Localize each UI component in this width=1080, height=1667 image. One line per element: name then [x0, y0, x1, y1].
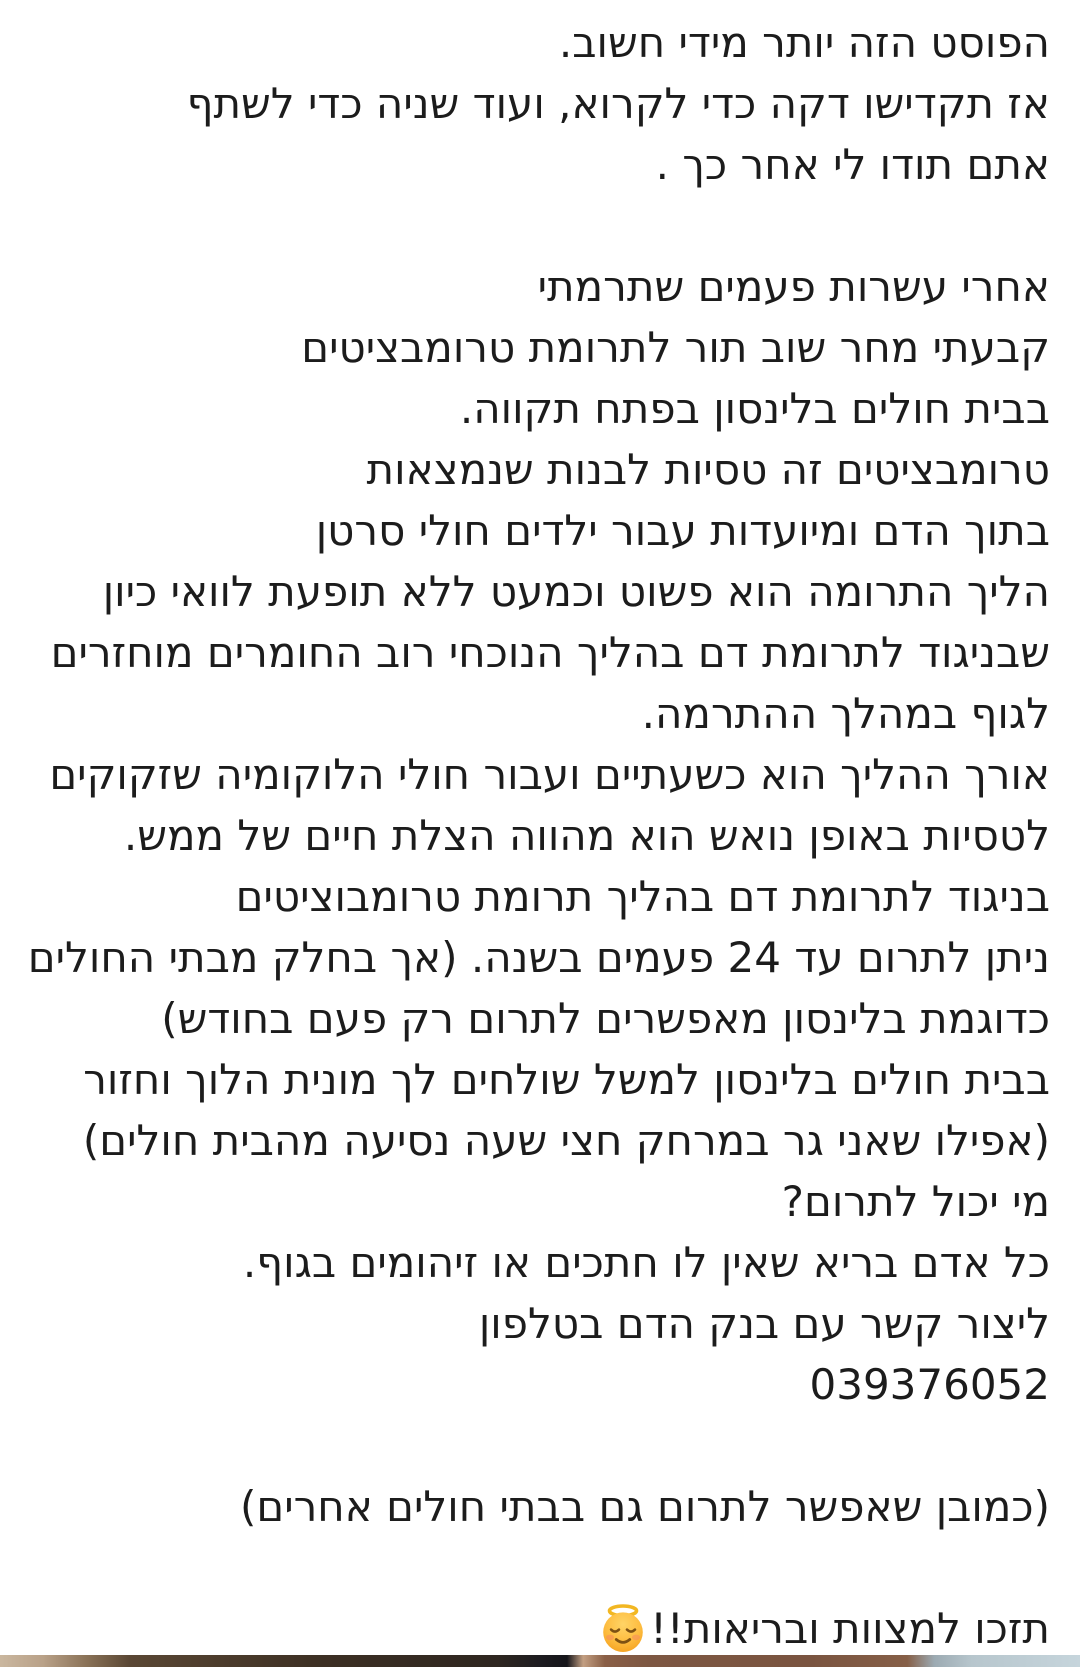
paragraph	[27, 256, 1050, 1415]
text-line: (כמובן שאפשר לתרום גם בבתי חולים אחרים)	[239, 1482, 1050, 1531]
text-line: כל אדם בריא שאין לו חתכים או זיהומים בגוף.	[242, 1238, 1050, 1287]
text-line: בניגוד לתרומת דם בהליך תרומת טרומבוציטים	[235, 872, 1050, 921]
next-post-photo-strip[interactable]	[0, 1655, 1080, 1667]
text-line: ניתן לתרום עד 24 פעמים בשנה. (אך בחלק מבתי החולים	[27, 933, 1050, 982]
smiling-face-with-halo-emoji	[598, 1603, 648, 1653]
text-line: אורך ההליך הוא כשעתיים ועבור חולי הלוקומיה שזקוקים	[49, 750, 1050, 799]
text-line: קבעתי מחר שוב תור לתרומת טרומבציטים	[301, 323, 1050, 372]
text-line: כדוגמת בלינסון מאפשרים לתרום רק פעם בחודש)	[161, 994, 1050, 1043]
closing-text: תזכו למצוות ובריאות!!	[650, 1604, 1050, 1653]
text-line: לטסיות באופן נואש הוא מהווה הצלת חיים של ממש.	[123, 811, 1050, 860]
text-line: בבית חולים בלינסון בפתח תקווה.	[459, 384, 1050, 433]
text-line: טרומבציטים זה טסיות לבנות שנמצאות	[366, 445, 1050, 494]
text-line: לגוף במהלך ההתרמה.	[641, 689, 1050, 738]
text-line: אז תקדישו דקה כדי לקרוא, ועוד שניה כדי לשתף	[186, 79, 1050, 128]
who-can-donate-question: מי יכול לתרום?	[781, 1177, 1050, 1226]
text-line: ליצור קשר עם בנק הדם בטלפון	[478, 1299, 1050, 1348]
phone-number: 039376052	[809, 1360, 1050, 1409]
text-line: בתוך הדם ומיועדות עבור ילדים חולי סרטן	[315, 506, 1050, 555]
paragraph	[30, 12, 1050, 195]
text-line: בבית חולים בלינסון למשל שולחים לך מונית הלוך וחזור	[83, 1055, 1050, 1104]
text-line: הליך התרומה הוא פשוט וכמעט ללא תופעת לוואי כיון	[102, 567, 1050, 616]
paragraph	[30, 1598, 1050, 1659]
text-line: אתם תודו לי אחר כך .	[655, 140, 1050, 189]
paragraph	[30, 1476, 1050, 1537]
text-line: (אפילו שאני גר במרחק חצי שעה נסיעה מהבית חולים)	[82, 1116, 1050, 1165]
closing-line	[30, 1598, 1050, 1659]
text-line: אחרי עשרות פעמים שתרמתי	[537, 262, 1050, 311]
text-line: הפוסט הזה יותר מידי חשוב.	[558, 18, 1050, 67]
text-line: שבניגוד לתרומת דם בהליך הנוכחי רוב החומרים מוחזרים	[50, 628, 1050, 677]
